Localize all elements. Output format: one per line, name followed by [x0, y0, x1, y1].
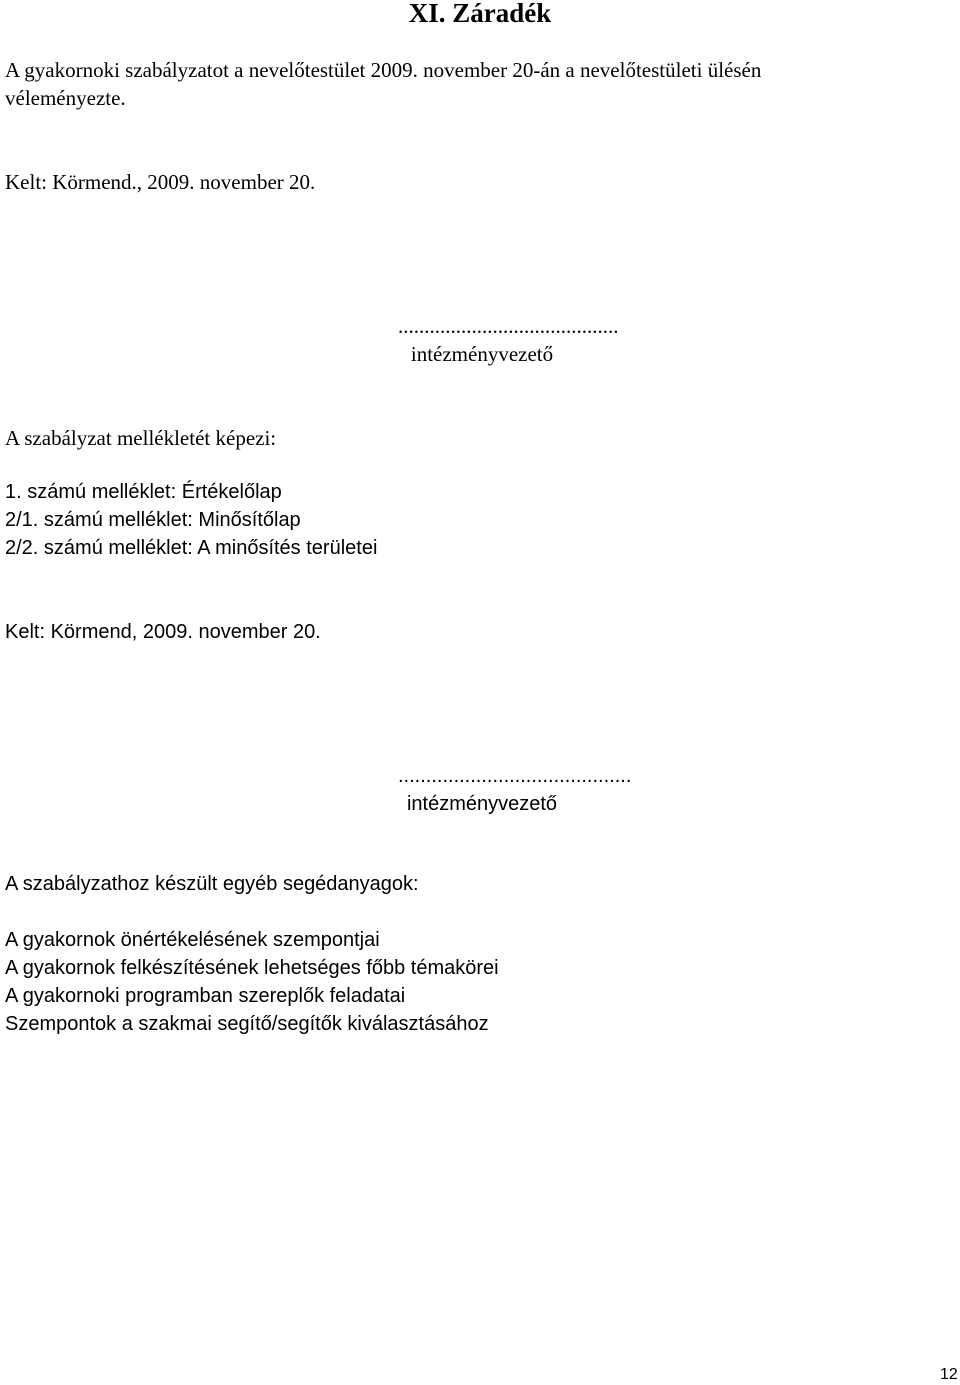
intro-line-1: A gyakornoki szabályzatot a nevelőtestület 2009. november 20-án a nevelőtestületi ülésén — [5, 58, 762, 82]
aux-heading: A szabályzathoz készült egyéb segédanyagok: — [5, 873, 419, 895]
annex-item: 1. számú melléklet: Értékelőlap — [5, 481, 282, 503]
intro-line-2: véleményezte. — [5, 86, 126, 110]
signature-role-2: intézményvezető — [406, 793, 558, 815]
annex-item: 2/1. számú melléklet: Minősítőlap — [5, 509, 301, 531]
annex-item: 2/2. számú melléklet: A minősítés területei — [5, 537, 378, 559]
signature-dots-1: .......................................... — [398, 314, 619, 338]
page-title: XI. Záradék — [408, 0, 552, 28]
aux-item: Szempontok a szakmai segítő/segítők kiválasztásához — [5, 1013, 489, 1035]
aux-item: A gyakornoki programban szereplők feladatai — [5, 985, 406, 1007]
date-place-2: Kelt: Körmend, 2009. november 20. — [5, 621, 321, 643]
date-place-1: Kelt: Körmend., 2009. november 20. — [5, 170, 316, 194]
aux-item: A gyakornok felkészítésének lehetséges főbb témakörei — [5, 957, 499, 979]
annex-heading: A szabályzat mellékletét képezi: — [5, 426, 277, 450]
aux-item: A gyakornok önértékelésének szempontjai — [5, 929, 380, 951]
signature-role-1: intézményvezető — [410, 342, 554, 366]
signature-dots-2: .......................................... — [398, 765, 632, 787]
page-number: 12 — [940, 1366, 958, 1383]
